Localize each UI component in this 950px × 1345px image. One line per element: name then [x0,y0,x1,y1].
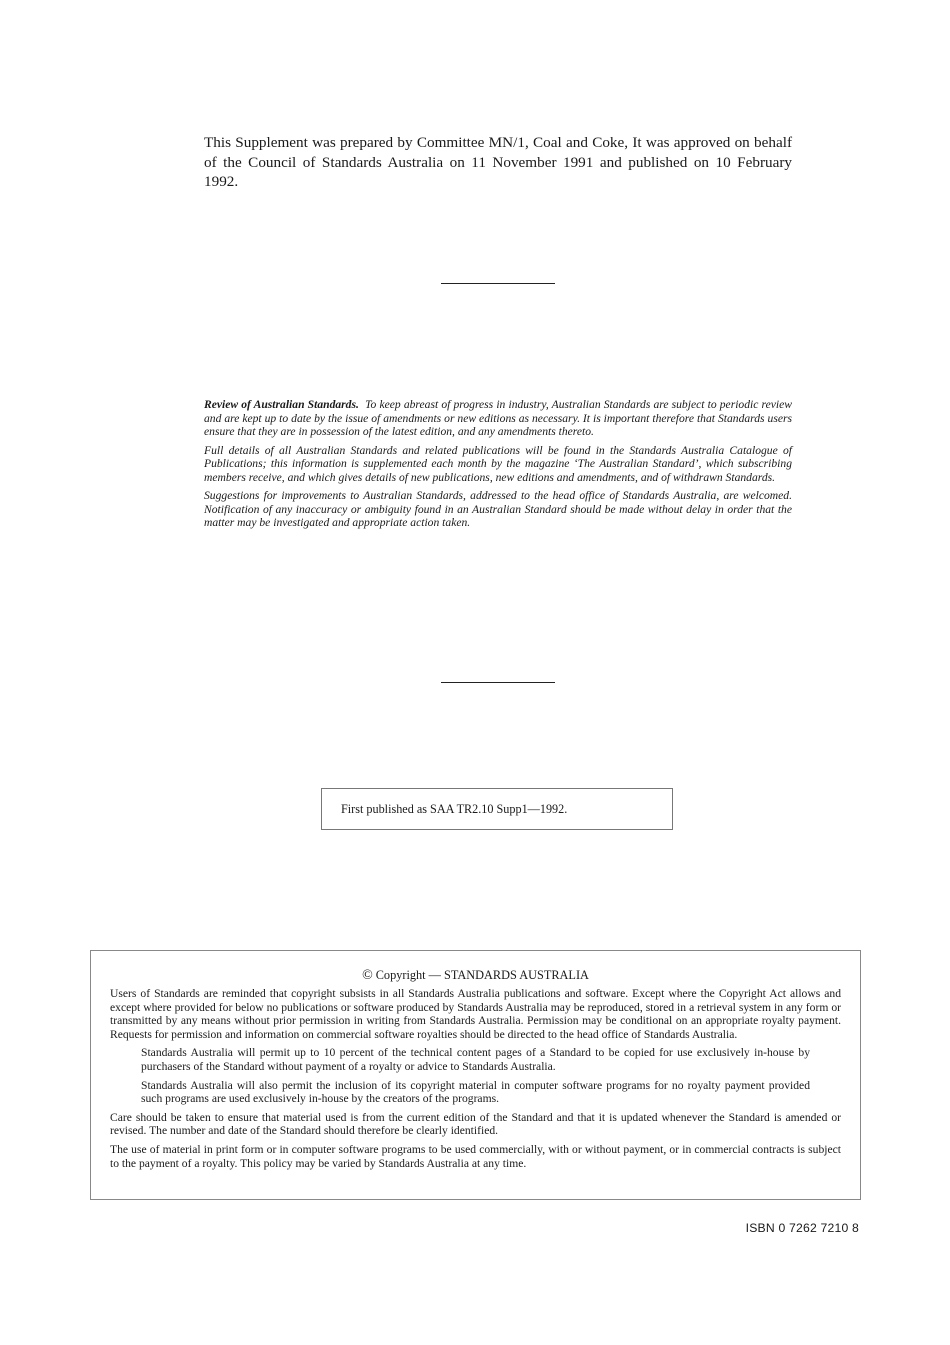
first-published-box [321,788,673,830]
copyright-current-edition-note: Care should be taken to ensure that material used is from the current edition of the Standard and that it is updated whenever the Standard is amended or revised. The number and date of the Standard should therefore be clearly identified. [110,1110,841,1138]
copyright-symbol-icon: © [362,968,373,983]
copyright-permission-software: Standards Australia will also permit the inclusion of its copyright material in computer software programs for no royalty payment provided such programs are used exclusively in-house by the creators of the programs. [141,1078,810,1106]
copyright-title-text: Copyright — STANDARDS AUSTRALIA [375,968,589,982]
review-paragraph [204,398,792,439]
section-divider [441,283,555,284]
copyright-title [110,968,841,983]
copyright-royalty-note: The use of material in print form or in computer software programs to be used commercially, with or without payment, or in commercial contracts is subject to the payment of a royalty. This policy may be varied by Standards Australia at any time. [110,1142,841,1170]
catalogue-paragraph: Full details of all Australian Standards and related publications will be found in the Standards Australia Catalogue of Publications; this information is supplemented each month by the magazine ‘The Australian Standard’, which subscribing members receive, and which gives details of new publications, new editions and amendments, and of withdrawn Standards. [204,443,792,484]
review-heading: Review of Australian Standards. [204,398,359,411]
copyright-permission-copying: Standards Australia will permit up to 10 percent of the technical content pages of a Standard to be copied for use exclusively in-house by purchasers of the Standard without payment of a royalty or advice to Standards Australia. [141,1046,810,1073]
copyright-notice-box [90,950,861,1200]
review-paragraph-text: To keep abreast of progress in industry, Australian Standards are subject to periodic review and are kept up to date by the issue of amendments or new editions as necessary. It is important therefore that Standards users ensure that they are in possession of the latest edition, and any amendments thereto. [204,398,792,438]
section-divider [441,682,555,683]
first-published-text: First published as SAA TR2.10 Supp1—1992. [341,802,568,816]
review-notice [204,398,792,535]
suggestions-paragraph: Suggestions for improvements to Australian Standards, addressed to the head office of Standards Australia, are welcomed. Notification of any inaccuracy or ambiguity found in an Australian Standard should be made without delay in order that the matter may be investigated and appropriate action taken. [204,489,792,529]
isbn-number: ISBN 0 7262 7210 8 [745,1221,859,1235]
copyright-paragraph: Users of Standards are reminded that copyright subsists in all Standards Australia publications and software. Except where the Copyright Act allows and except where provided for below no publications or software produced by Standards Australia may be reproduced, stored in a retrieval system in any form or transmitted by any means without prior permission in writing from Standards Australia. Permission may be conditional on an appropriate royalty payment. Requests for permission and information on commercial software royalties should be directed to the head office of Standards Australia. [110,987,841,1041]
committee-approval-text: This Supplement was prepared by Committee MN/1, Coal and Coke, It was approved on behalf of the Council of Standards Australia on 11 November 1991 and published on 10 February 1992. [204,134,792,190]
